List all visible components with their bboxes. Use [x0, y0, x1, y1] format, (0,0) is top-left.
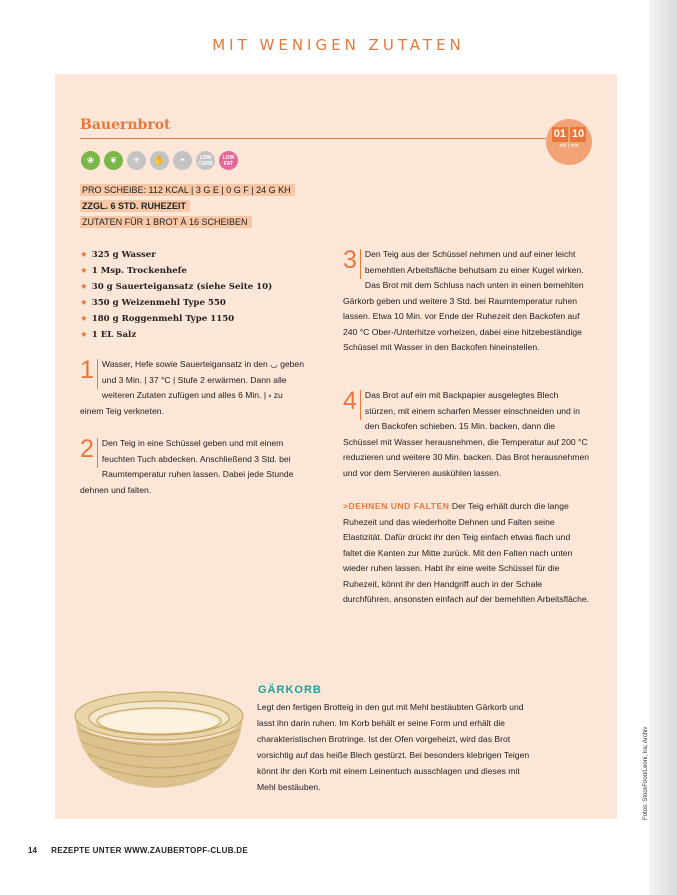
- page-edge: [649, 0, 677, 895]
- dairy-icon: ◓: [173, 151, 192, 170]
- title-divider: [80, 138, 550, 139]
- gaerkorb-title: GÄRKORB: [258, 684, 322, 696]
- gaerkorb-text: Legt den fertigen Brotteig in den gut mit Mehl bestäubten Gärkorb und lasst ihn darin ruhen. Im Korb behält er seine Form und erhält die charakteristischen Brotringe. Ist der Ofen vorgeheizt, wird das Brot vorsichtig auf das heiße Blech gestürzt. Bei besonders klebrigen Teigen könnt ihr den Korb mit einem Leinentuch ausschlagen und dieses mit Mehl bestäuben.: [257, 702, 530, 792]
- step-number: 2: [80, 435, 94, 463]
- nutrition-per-slice: PRO SCHEIBE: 112 KCAL | 3 G E | 0 G F | 24 G KH: [80, 184, 295, 196]
- star-icon: ★: [80, 266, 88, 276]
- gluten-icon: ✳: [127, 151, 146, 170]
- rest-time: ZZGL. 6 STD. RUHEZEIT: [80, 200, 190, 212]
- step-4: [343, 388, 591, 481]
- footer-url: REZEPTE UNTER WWW.ZAUBERTOPF-CLUB.DE: [51, 846, 249, 855]
- time-label: std | min: [559, 143, 579, 149]
- low-carb-icon: LOW CARB: [196, 151, 215, 170]
- tip-dehnen-falten: [343, 499, 591, 608]
- step-number: 4: [343, 387, 357, 415]
- vegan-icon: ❦: [104, 151, 123, 170]
- step-1: [80, 357, 308, 419]
- tip-title: >DEHNEN UND FALTEN: [343, 501, 450, 511]
- step-text: Den Teig in eine Schüssel geben und mit einem feuchten Tuch abdecken. Anschließend 3 Std. bei Raumtemperatur ruhen lassen. Dabei jede Stunde dehnen und falten.: [80, 438, 294, 495]
- ingredient-item: ★ 1 Msp. Trockenhefe: [80, 266, 187, 276]
- star-icon: ★: [80, 330, 88, 340]
- low-fat-icon: LOW FAT: [219, 151, 238, 170]
- diet-icon-row: [81, 151, 238, 170]
- vegetarian-icon: ❀: [81, 151, 100, 170]
- step-2: [80, 436, 308, 498]
- star-icon: ★: [80, 314, 88, 324]
- time-minutes: 10: [572, 128, 585, 140]
- step-text: Das Brot auf ein mit Backpapier ausgelegtes Blech stürzen, mit einem scharfen Messer einschneiden und in den Backofen schieben. 15 Min. backen, dann die Schüssel mit Wasser herausnehmen, die Temperatur auf 200 °C reduzieren und weitere 30 Min. backen. Das Brot herausnehmen und vor dem Servieren auskühlen lassen.: [343, 390, 590, 478]
- page-number: 14: [28, 846, 37, 855]
- section-title: MIT WENIGEN ZUTATEN: [212, 36, 465, 54]
- recipe-title: Bauernbrot: [80, 117, 171, 133]
- star-icon: ★: [80, 282, 88, 292]
- ingredient-item: ★ 1 EL Salz: [80, 330, 137, 340]
- proofing-basket-image: [70, 688, 248, 794]
- ingredient-item: ★ 350 g Weizenmehl Type 550: [80, 298, 226, 308]
- tip-text: Der Teig erhält durch die lange Ruhezeit und das wiederholte Dehnen und Falten seine Elastizität. Dafür drückt ihr den Teig einfach etwas flach und faltet die Kanten zur Mitte zurück. Mit den Falten nach unten wieder ruhen lassen. Habt ihr eine weite Schüssel für die Ruhezeit, könnt ihr den Handgriff auch in der Schale durchführen, ansonsten einfach auf der bemehlten Arbeitsfläche.: [343, 501, 590, 604]
- step-number: 1: [80, 356, 94, 384]
- step-text: Den Teig aus der Schüssel nehmen und auf einer leicht bemehlten Arbeitsfläche behutsam zu einer Kugel wirken. Das Brot mit dem Schluss nach unten in einen bemehlten Gärkorb geben und weitere 3 Std. bei Raumtemperatur ruhen lassen. Etwa 10 Min. vor Ende der Ruhezeit den Backofen auf 240 °C Ober-/Unterhitze vorheizen, dabei eine hitzebeständige Schüssel mit Wasser in den Backofen hineinstellen.: [343, 249, 584, 352]
- time-hours: 01: [553, 128, 566, 140]
- ingredient-item: ★ 180 g Roggenmehl Type 1150: [80, 314, 235, 324]
- photo-credit: Fotos: StockFood/Leoni, Ira; Archiv: [643, 726, 649, 820]
- step-3: [343, 247, 591, 356]
- star-icon: ★: [80, 250, 88, 260]
- ingredient-list: [80, 248, 272, 344]
- ingredient-item: ★ 30 g Sauerteigansatz (siehe Seite 10): [80, 282, 273, 292]
- yield-info: ZUTATEN FÜR 1 BROT À 16 SCHEIBEN: [80, 216, 252, 228]
- star-icon: ★: [80, 298, 88, 308]
- time-badge: [546, 119, 592, 165]
- hand-icon: ✋: [150, 151, 169, 170]
- ingredient-item: ★ 325 g Wasser: [80, 250, 156, 260]
- step-text: Wasser, Hefe sowie Sauerteigansatz in den ◡ geben und 3 Min. | 37 °C | Stufe 2 erwärmen. Dann alle weiteren Zutaten zufügen und alles 6 Min. | ⸗ zu einem Teig verkneten.: [80, 359, 304, 416]
- step-number: 3: [343, 246, 357, 274]
- page-footer: [28, 846, 248, 855]
